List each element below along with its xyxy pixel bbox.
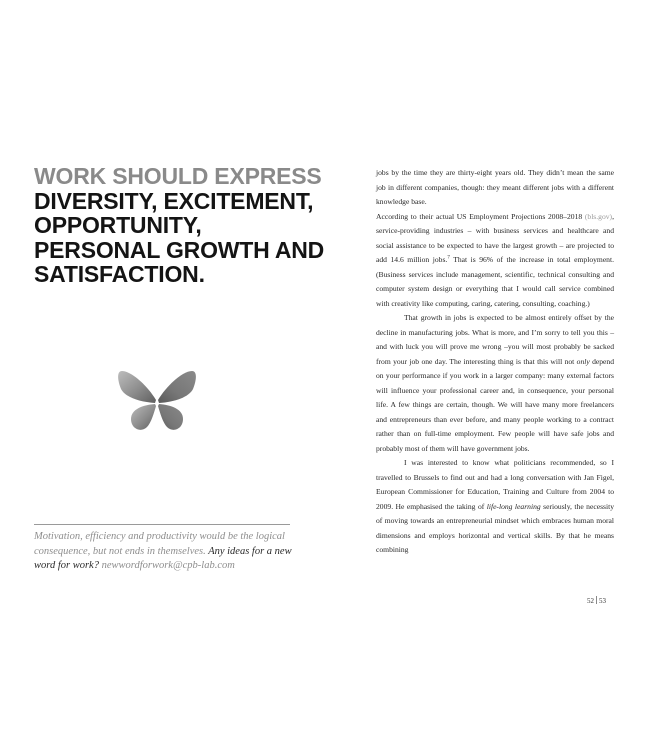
- headline-line: PERSONAL GROWTH AND: [34, 236, 325, 263]
- paragraph-text: According to their actual US Employment Projections 2008–2018: [376, 211, 583, 221]
- divider: [34, 524, 290, 525]
- motivation-note: [34, 530, 296, 574]
- page-number-right: 53: [599, 597, 606, 605]
- motivation-email[interactable]: newwordforwork@cpb-lab.com: [101, 560, 235, 571]
- page-number-left: 52: [587, 597, 594, 605]
- headline: [34, 164, 324, 287]
- emphasis: only: [576, 356, 590, 366]
- paragraph-text: seriously, the necessity of moving towards an entrepreneurial mindset which embraces human moral dimensions and employs horizontal and vertical skills. By that he means combining: [376, 501, 614, 554]
- headline-line: DIVERSITY, EXCITEMENT,: [34, 187, 314, 214]
- paragraph: [376, 210, 614, 312]
- motivation-question: Any ideas for a new word for work?: [34, 545, 292, 571]
- folio-divider: [596, 596, 597, 604]
- paragraph-text: That is 96% of the increase in total employment. (Business services include management, scientific, technical consulting and computer system design or everything that I would call service combined with creativity like computing, caring, catering, consulting, coaching.): [376, 255, 614, 308]
- paragraph: [376, 456, 614, 558]
- right-page: [325, 0, 650, 750]
- bls-link[interactable]: (bls.gov): [584, 211, 613, 221]
- paragraph-text: depend on your performance if you work in a larger company: many external factors will influence your professional career and, in consequence, your personal life. A few things are certain, though. We will have many more freelancers and entrepreneurs than ever before, and many people working to a contract rather than on full-time employment. Few people will have safe jobs and probably most of them will have government jobs.: [376, 356, 615, 453]
- paragraph: jobs by the time they are thirty-eight years old. They didn’t mean the same job in different companies, though: they meant different jobs with a different knowledge base.: [376, 168, 614, 206]
- motivation-text: Motivation, efficiency and productivity would be the logical consequence, but not ends in themselves.: [34, 531, 285, 557]
- body-text: [376, 166, 614, 558]
- butterfly-icon: [117, 367, 197, 437]
- footnote-marker: 7: [447, 255, 450, 261]
- paragraph-text: I was interested to know what politicians recommended, so I travelled to Brussels to find out and had a long conversation with Jan Figel, European Commissioner for Education, Training and Culture from 2004 to 2009. He emphasised the taking of: [376, 458, 614, 511]
- paragraph: [376, 311, 614, 456]
- paragraph-text: That growth in jobs is expected to be almost entirely offset by the decline in manufacturing jobs. What is more, and I’m sorry to tell you this – and with luck you will prove me wrong –you will most probably be sacked from your job one day. The interesting thing is that this will not: [376, 313, 614, 366]
- paragraph-text: , service-providing industries – with business services and healthcare and social assistance to be expected to have the largest growth – are projected to add 14.6 million jobs.: [376, 211, 614, 264]
- emphasis: life-long learning: [486, 501, 541, 511]
- headline-line: OPPORTUNITY,: [34, 212, 202, 238]
- headline-line: SATISFACTION.: [34, 261, 205, 287]
- page-numbers: [587, 596, 627, 605]
- headline-gray-line: WORK SHOULD EXPRESS: [34, 163, 322, 189]
